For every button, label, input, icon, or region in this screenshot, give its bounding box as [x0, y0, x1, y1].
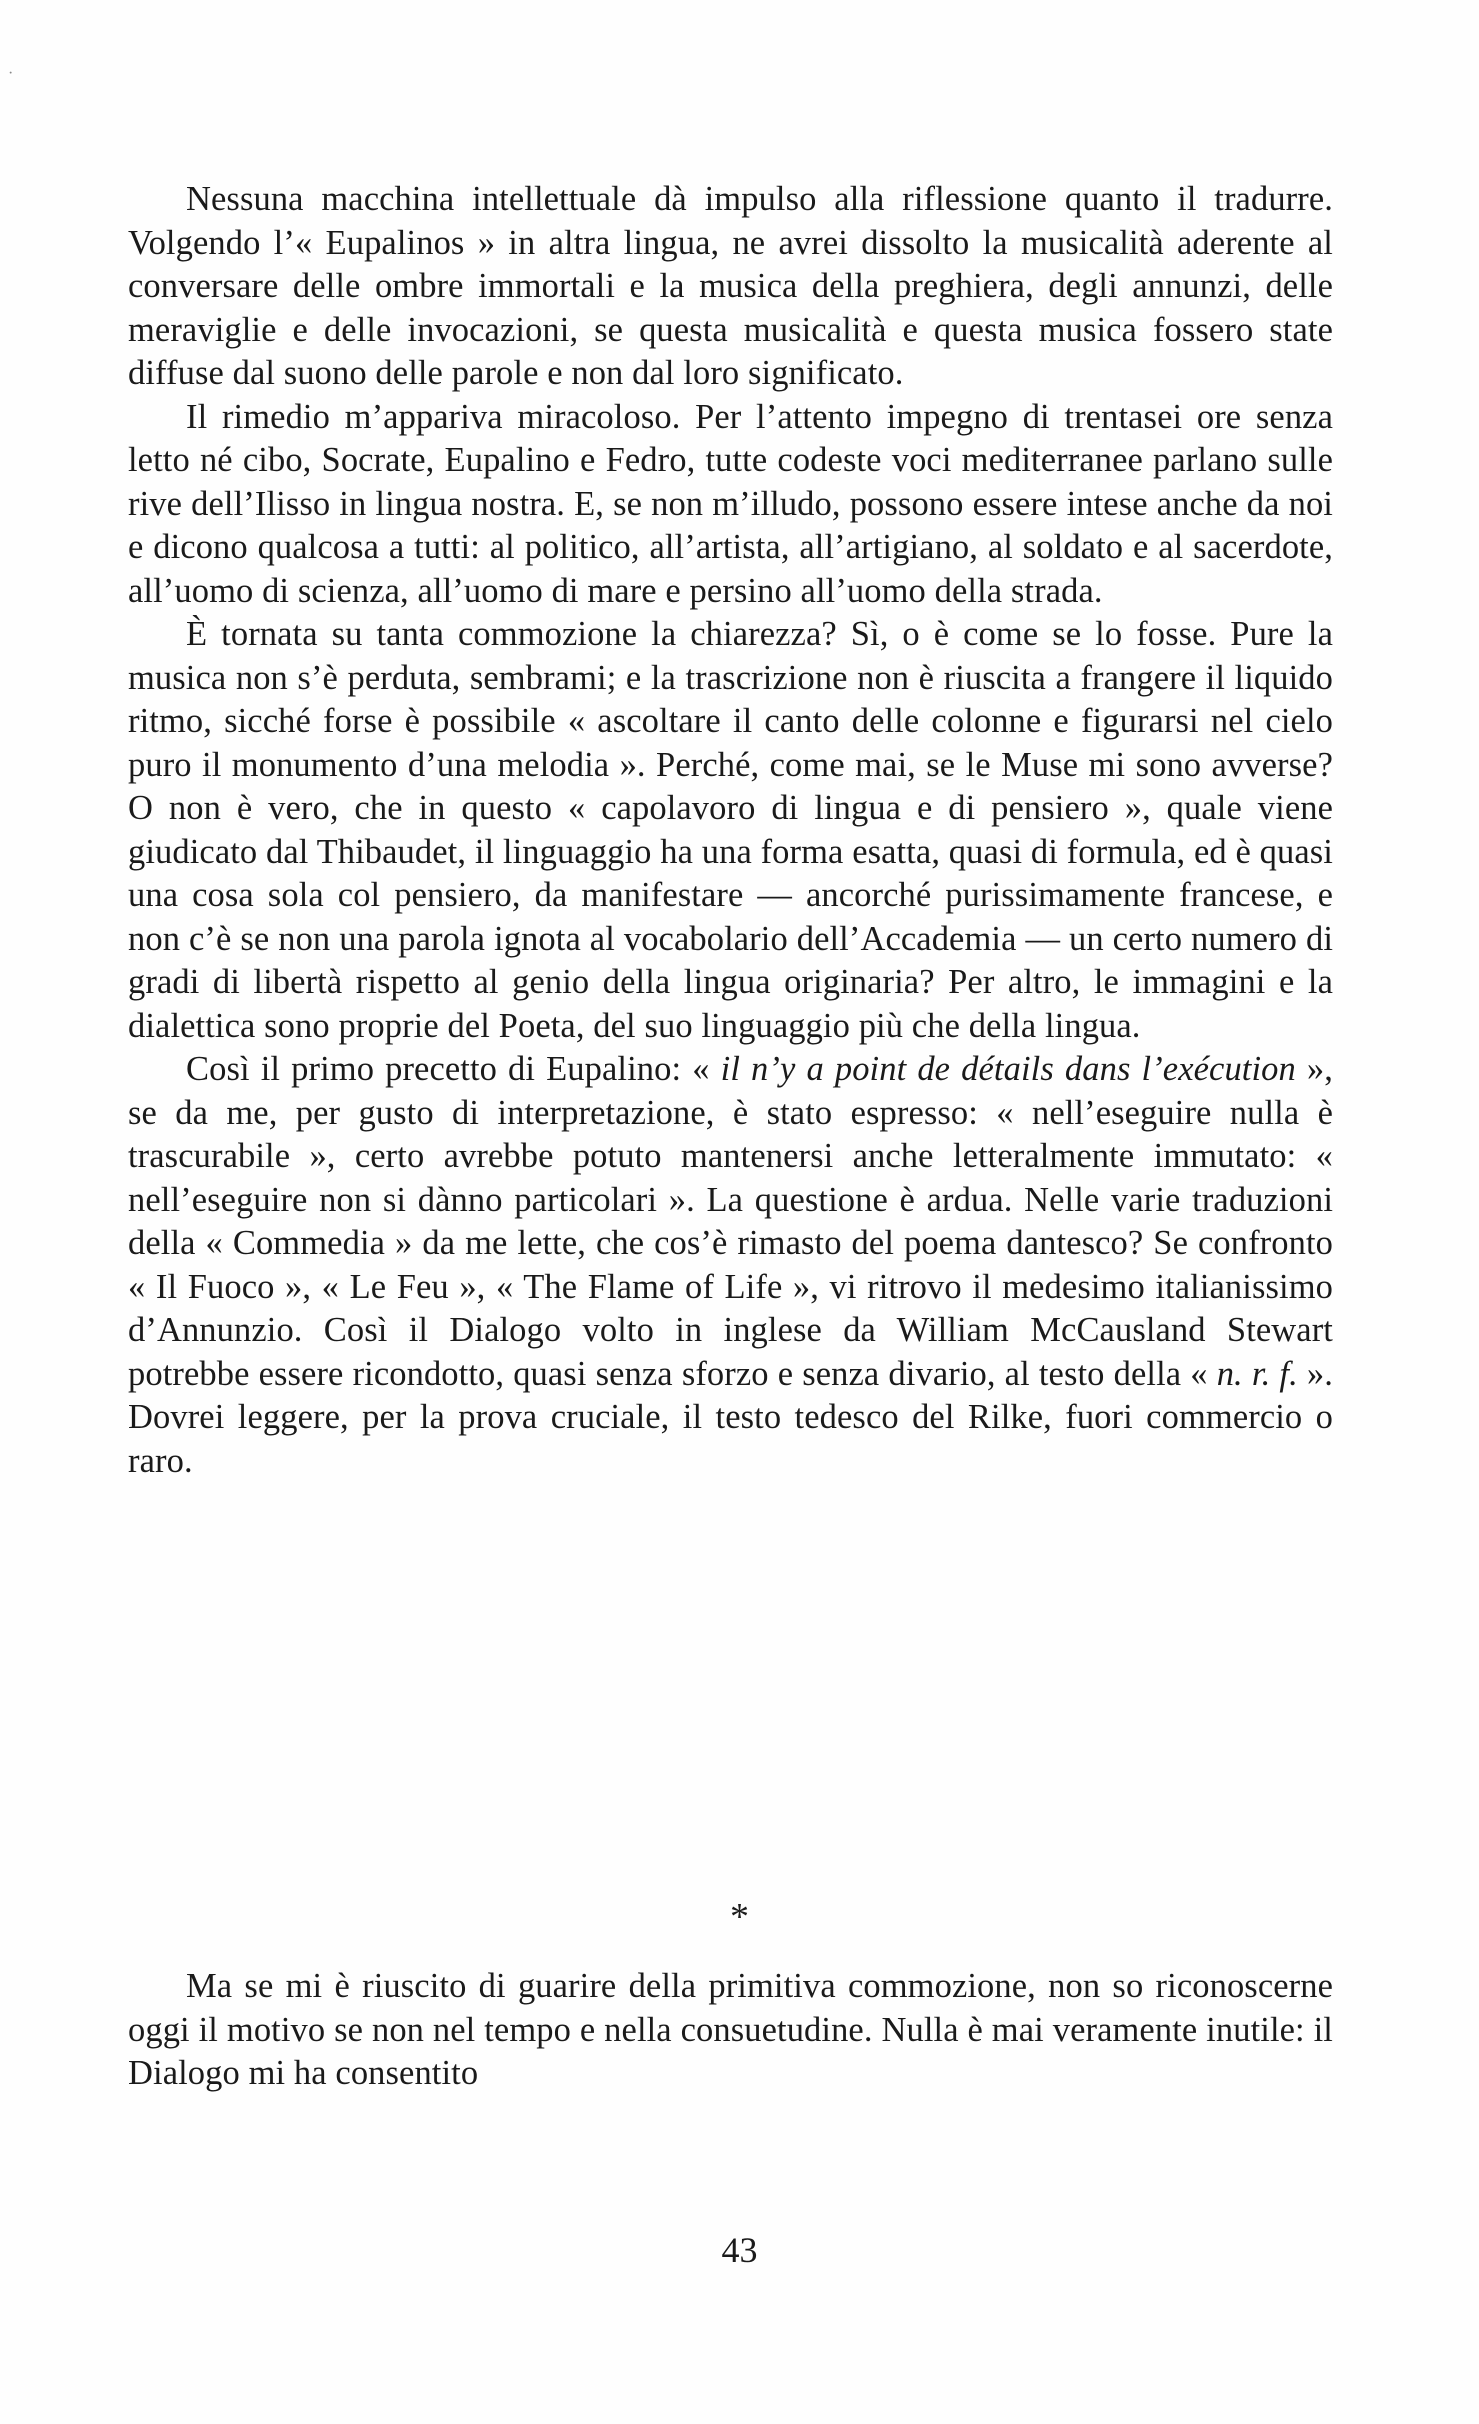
p4-text-b: », se da me, per gusto di interpretazione, è stato espresso: « nell’eseguire nulla è trascurabile », certo avrebbe potuto mantenersi anche letteralmente immutato: « nell’eseguire non si dànno particolari ». La questione è ardua. Nelle varie traduzioni della « Commedia » da me lette, che cos’è rimasto del poema dantesco? Se confronto « Il Fuoco », « Le Feu », « The Flame of Life », vi ritrovo il medesimo italianissimo d’Annunzio. Così il Dialogo volto in inglese da William McCausland Stewart potrebbe essere ricondotto, quasi senza sforzo e senza divario, al testo della «	[128, 1050, 1334, 1393]
edge-speck: ·	[8, 65, 14, 82]
paragraph-4	[128, 1048, 1333, 1483]
p4-italic-nrf: n. r. f.	[1216, 1354, 1298, 1393]
section-separator: *	[730, 1896, 749, 1938]
main-text	[128, 178, 1333, 1483]
paragraph-3: È tornata su tanta commozione la chiarezza? Sì, o è come se lo fosse. Pure la musica non s’è perduta, sembrami; e la trascrizione non è riuscita a frangere il liquido ritmo, sicché forse è possibile « ascoltare il canto delle colonne e figurarsi nel cielo puro il monumento d’una melodia ». Perché, come mai, se le Muse mi sono avverse? O non è vero, che in questo « capolavoro di lingua e di pensiero », quale viene giudicato dal Thibaudet, il linguaggio ha una forma esatta, quasi di formula, ed è quasi una cosa sola col pensiero, da manifestare — ancorché purissimamente francese, e non c’è se non una parola ignota al vocabolario dell’Accademia — un certo numero di gradi di libertà rispetto al genio della lingua originaria? Per altro, le immagini e la dialettica sono proprie del Poeta, del suo linguaggio più che della lingua.	[128, 615, 1333, 1045]
paragraph-5: Ma se mi è riuscito di guarire della primitiva commozione, non so riconoscerne oggi il motivo se non nel tempo e nella consuetudine. Nulla è mai veramente inutile: il Dialogo mi ha consentito	[128, 1967, 1333, 2092]
continuation-text	[128, 1965, 1333, 2096]
p4-text-a: Così il primo precetto di Eupalino: «	[186, 1050, 721, 1088]
p4-text-c: ». Dovrei leggere, per la prova cruciale, il testo tedesco del Rilke, fuori commercio o raro.	[128, 1354, 1333, 1480]
page-number: 43	[721, 2230, 758, 2270]
p4-italic-quote: il n’y a point de détails dans l’exécution	[720, 1050, 1296, 1088]
paragraph-1: Nessuna macchina intellettuale dà impulso alla riflessione quanto il tradurre. Volgendo l’« Eupalinos » in altra lingua, ne avrei dissolto la musicalità aderente al conversare delle ombre immortali e la musica della preghiera, degli annunzi, delle meraviglie e delle invocazioni, se questa musicalità e questa musica fossero state diffuse dal suono delle parole e non dal loro significato.	[128, 180, 1333, 392]
paragraph-2: Il rimedio m’appariva miracoloso. Per l’attento impegno di trentasei ore senza letto né cibo, Socrate, Eupalino e Fedro, tutte codeste voci mediterranee parlano sulle rive dell’Ilisso in lingua nostra. E, se non m’illudo, possono essere intese anche da noi e dicono qualcosa a tutti: al politico, all’artista, all’artigiano, al soldato e al sacerdote, all’uomo di scienza, all’uomo di mare e persino all’uomo della strada.	[128, 397, 1333, 610]
